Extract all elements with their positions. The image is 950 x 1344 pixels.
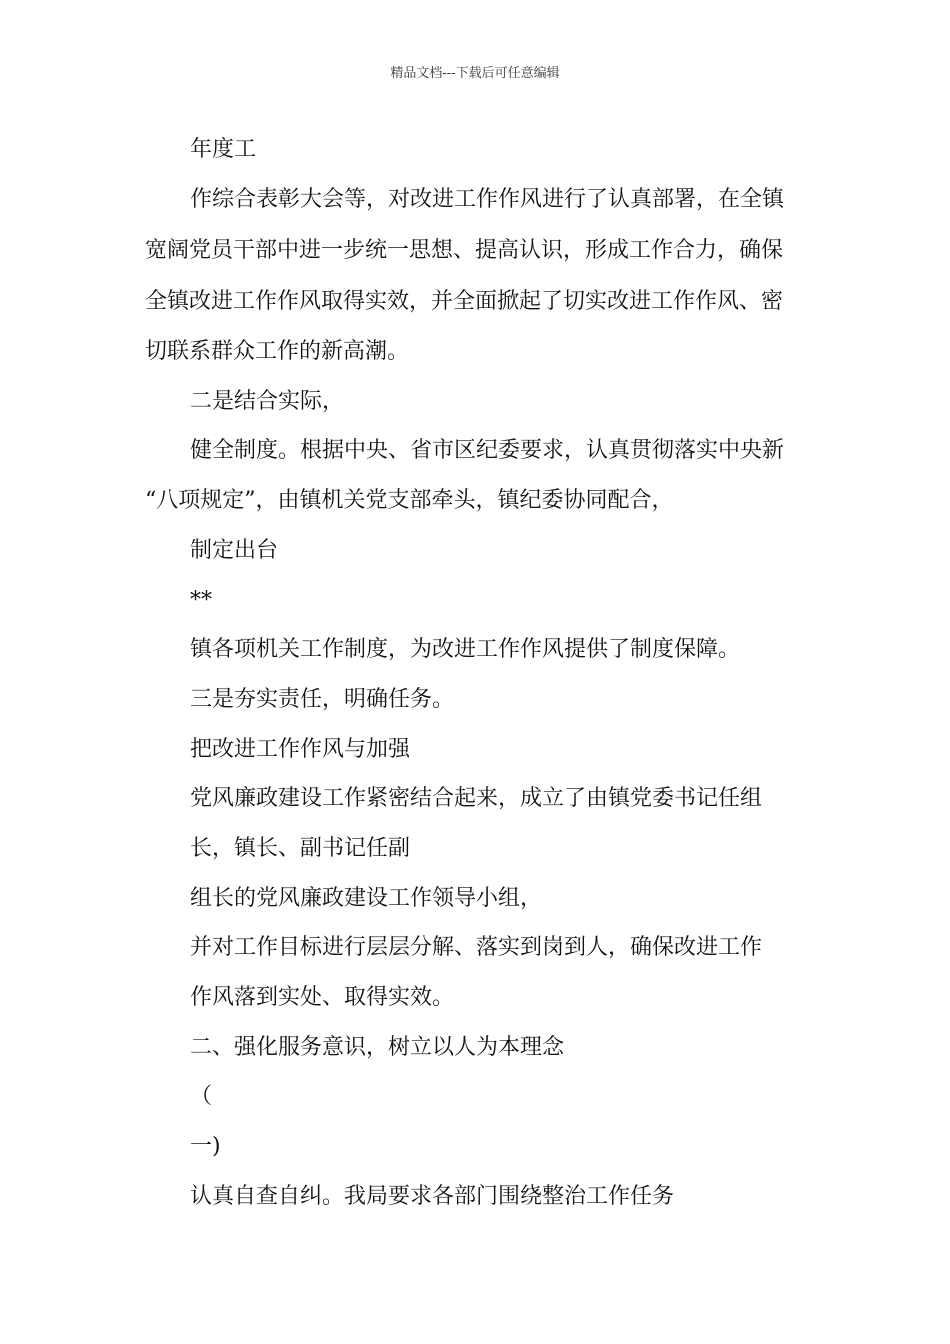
paragraph-line: 党风廉政建设工作紧密结合起来，成立了由镇党委书记任组 [190,786,763,811]
paragraph-line: 年度工 [190,137,257,162]
page-header: 精品文档---下载后可任意编辑 [390,66,560,81]
paragraph-line: 认真自查自纠。我局要求各部门围绕整治工作任务 [190,1184,675,1209]
paragraph-line: 一) [190,1134,221,1159]
paragraph-line: 三是夯实责任，明确任务。 [190,687,455,712]
paragraph-line: 全镇改进工作作风取得实效，并全面掀起了切实改进工作作风、密 [145,289,784,314]
paragraph-line: 作综合表彰大会等，对改进工作作风进行了认真部署，在全镇 [190,187,785,212]
paragraph-line: 二、强化服务意识，树立以人为本理念 [190,1035,565,1060]
paragraph-line: 长，镇长、副书记任副 [190,836,411,861]
paragraph-line: 镇各项机关工作制度，为改进工作作风提供了制度保障。 [190,637,741,662]
paragraph-line: 切联系群众工作的新高潮。 [145,339,410,364]
paragraph-line: （ [190,1084,213,1109]
paragraph-line: 宽阔党员干部中进一步统一思想、提高认识，形成工作合力，确保 [145,238,784,263]
paragraph-line: 制定出台 [190,538,279,563]
paragraph-line: 作风落到实处、取得实效。 [190,985,455,1010]
paragraph-line: 并对工作目标进行层层分解、落实到岗到人，确保改进工作 [190,935,763,960]
paragraph-line: 二是结合实际， [190,389,345,414]
paragraph-line: ** [190,588,212,613]
paragraph-line: 组长的党风廉政建设工作领导小组， [190,886,543,911]
paragraph-line: 健全制度。根据中央、省市区纪委要求，认真贯彻落实中央新 [190,438,785,463]
paragraph-line: 把改进工作作风与加强 [190,737,411,762]
paragraph-line: “八项规定”，由镇机关党支部牵头，镇纪委协同配合， [145,488,674,513]
